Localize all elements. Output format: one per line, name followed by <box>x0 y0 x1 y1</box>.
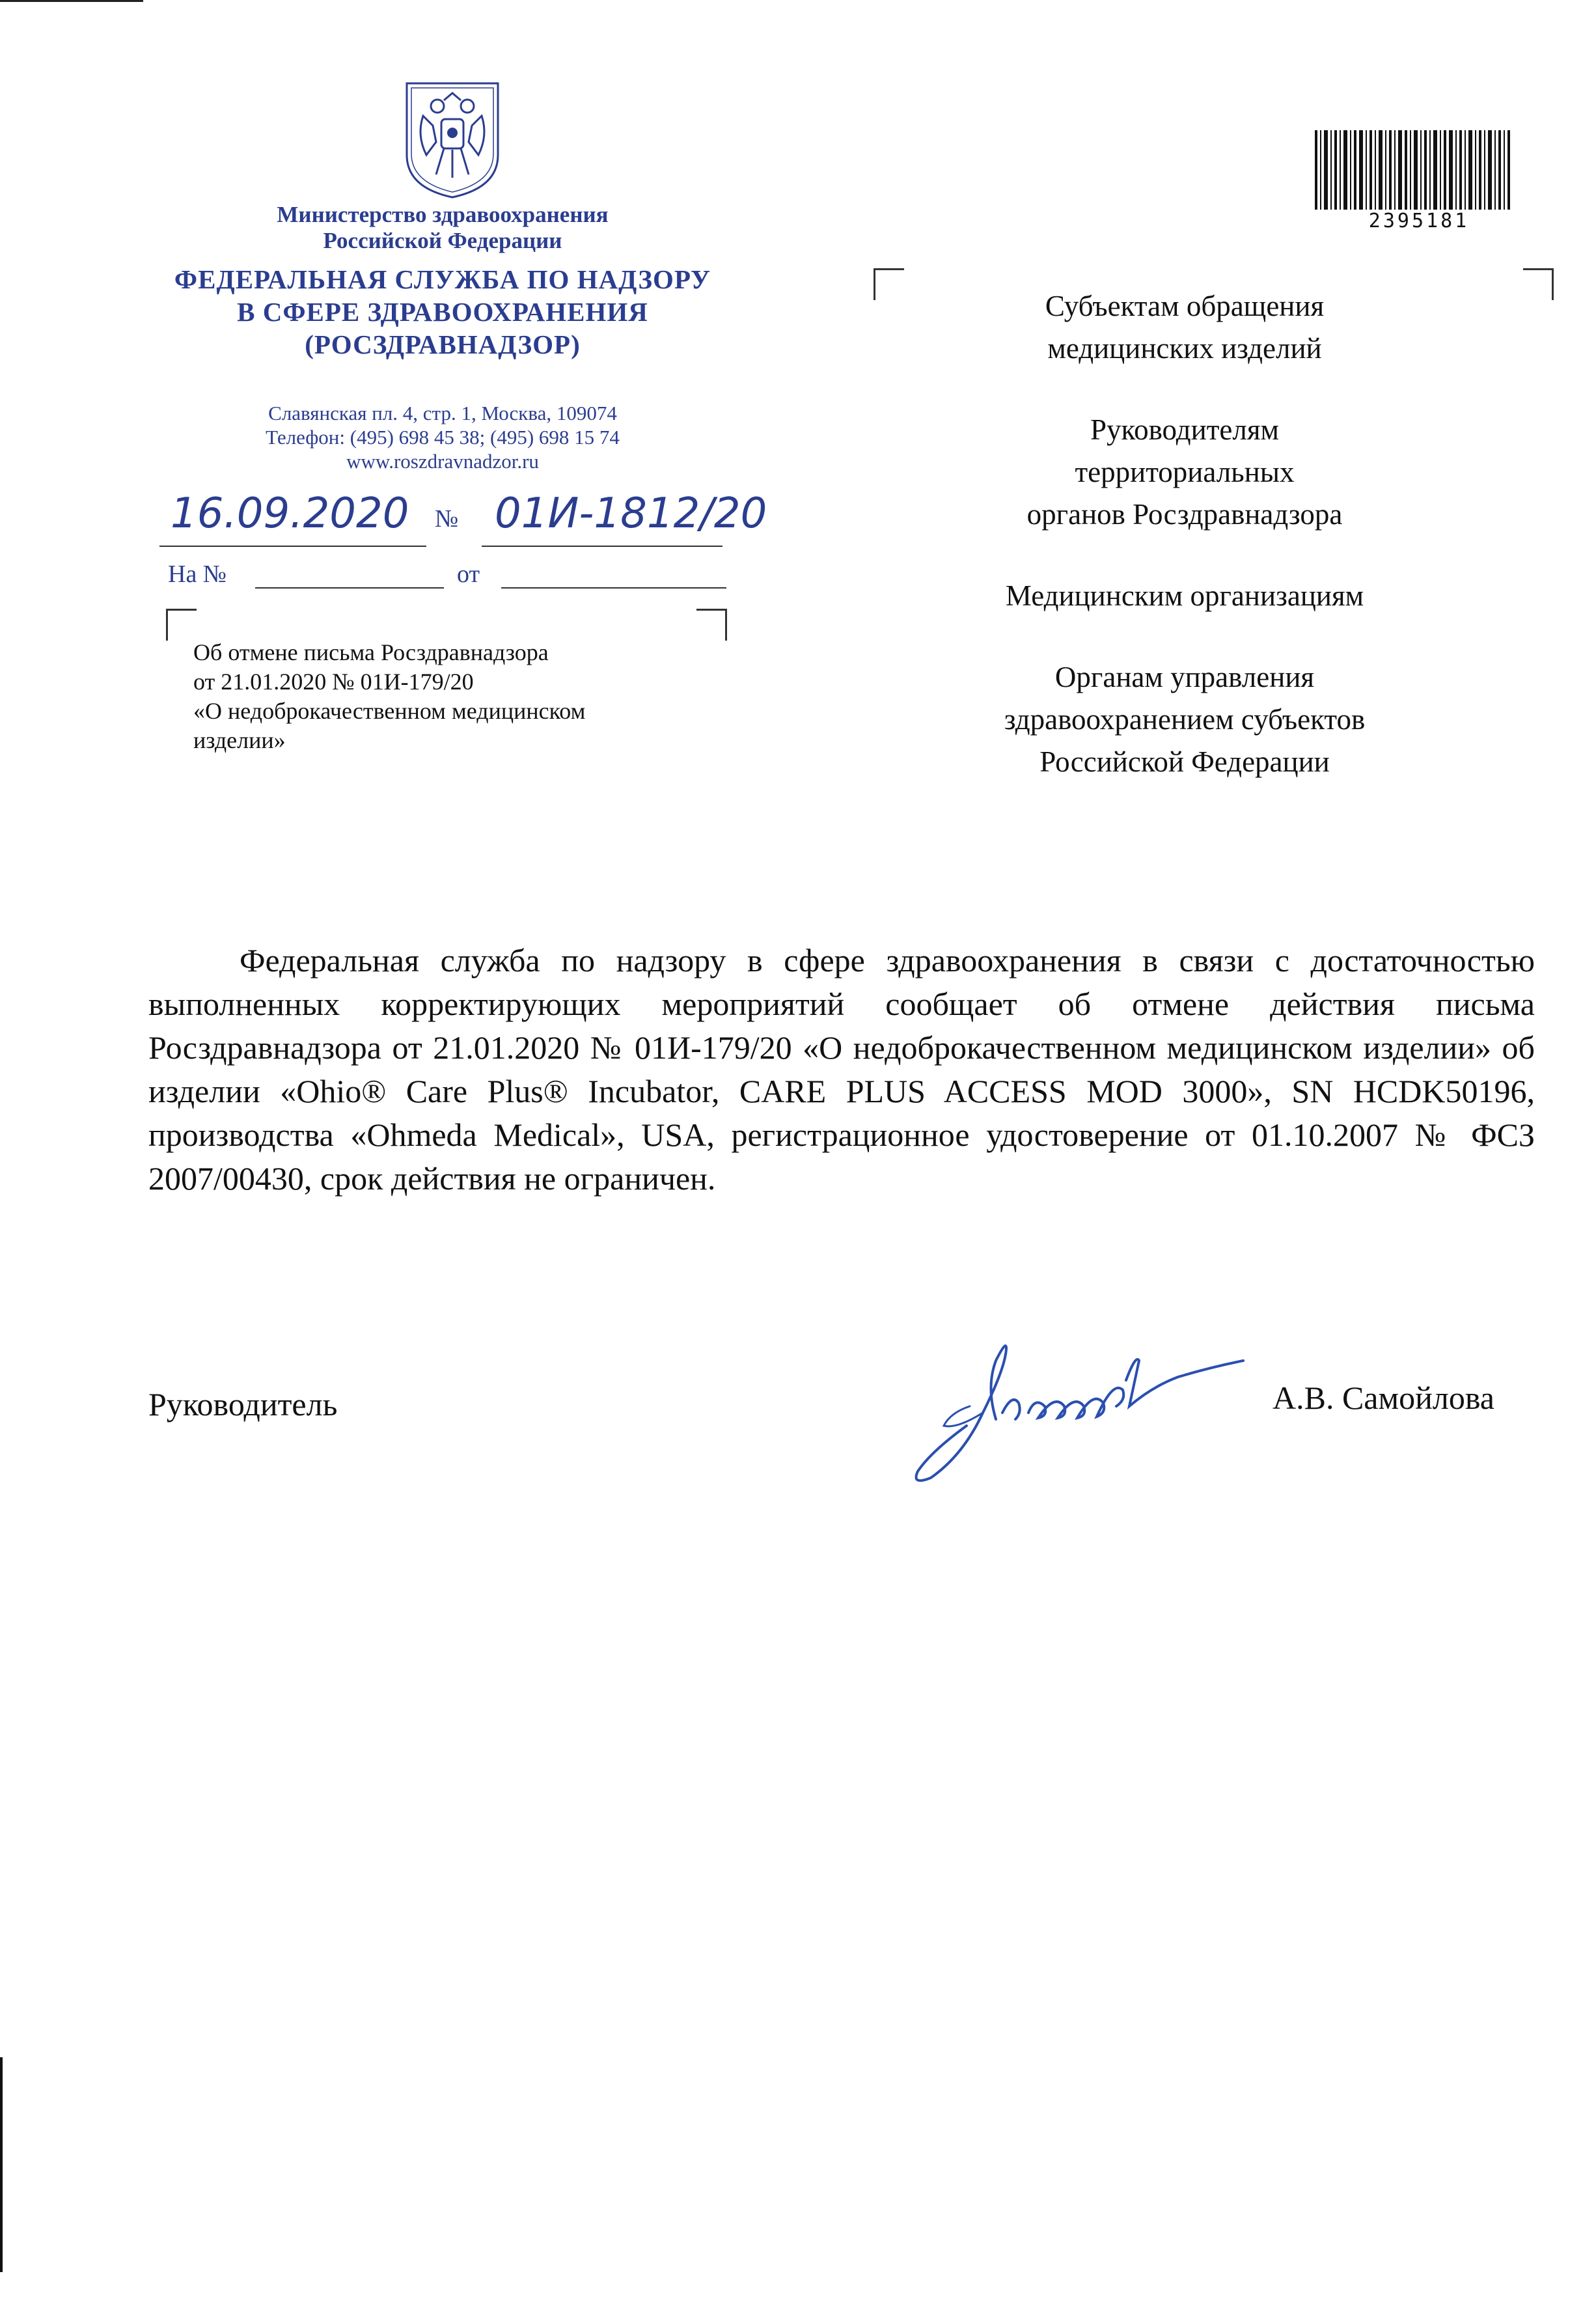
coat-of-arms-icon <box>397 77 508 201</box>
registration-date: 16.09.2020 <box>171 490 409 538</box>
letter-body <box>148 939 1535 1201</box>
subject-line-3: «О недоброкачественном медицинском <box>193 698 586 724</box>
recipient-3 <box>937 575 1432 617</box>
reply-number-label: На № <box>168 561 227 588</box>
scan-edge-top <box>0 0 143 2</box>
recipient-bracket-left <box>874 268 904 300</box>
ministry-name <box>195 202 690 254</box>
recipient-2-line-1: Руководителям <box>1090 413 1279 446</box>
service-name <box>130 263 755 361</box>
reply-date-label: от <box>457 561 480 588</box>
recipient-bracket-right <box>1523 268 1554 300</box>
service-line-2: В СФЕРЕ ЗДРАВООХРАНЕНИЯ <box>237 297 648 327</box>
recipient-3-line-1: Медицинским организациям <box>1005 579 1364 612</box>
registration-number: 01И-1812/20 <box>495 490 767 538</box>
barcode-number: 2395181 <box>1368 210 1470 232</box>
ministry-line-1: Министерство здравоохранения <box>277 202 609 227</box>
contact-block <box>163 401 722 473</box>
service-line-1: ФЕДЕРАЛЬНАЯ СЛУЖБА ПО НАДЗОРУ <box>174 264 711 294</box>
subject-line-4: изделии» <box>193 727 286 753</box>
recipients-block <box>937 285 1432 822</box>
body-paragraph: Федеральная служба по надзору в сфере здравоохранения в связи с достаточностью выполненных корректирующих мероприятий сообщает об отмене действия письма Росздравнадзора от 21.01.2020 № 01И-179/20 «О недоброкачественном медицинском изделии» об изделии «Ohio® Care Plus® Incubator, CARE PLUS ACCESS MOD 3000», SN HCDK50196, производства «Ohmeda Medical», USA, регистрационное удостоверение от 01.10.2007 № ФСЗ 2007/00430, срок действия не ограничен. <box>148 942 1535 1197</box>
signatory-position: Руководитель <box>148 1386 338 1423</box>
recipient-1 <box>937 285 1432 370</box>
date-underline <box>159 546 426 547</box>
address: Славянская пл. 4, стр. 1, Москва, 109074 <box>268 402 617 424</box>
recipient-1-line-1: Субъектам обращения <box>1045 290 1325 322</box>
number-underline <box>482 546 722 547</box>
service-line-3: (РОСЗДРАВНАДЗОР) <box>305 329 581 359</box>
recipient-2 <box>937 409 1432 536</box>
recipient-2-line-2: территориальных <box>1075 456 1295 488</box>
subject-line-2: от 21.01.2020 № 01И-179/20 <box>193 669 474 695</box>
handwritten-signature <box>905 1315 1295 1484</box>
scan-edge-left <box>0 2057 3 2272</box>
subject-bracket-right <box>696 609 727 641</box>
barcode <box>1315 130 1510 210</box>
website: www.roszdravnadzor.ru <box>346 450 539 473</box>
recipient-4-line-1: Органам управления <box>1054 661 1315 693</box>
registration-number-label: № <box>435 505 459 533</box>
reply-number-field <box>255 587 444 589</box>
reply-date-field <box>501 587 726 589</box>
signatory-name: А.В. Самойлова <box>1273 1380 1494 1416</box>
recipient-4 <box>937 656 1432 783</box>
subject-bracket-left <box>166 609 197 641</box>
subject-line-1: Об отмене письма Росздравнадзора <box>193 639 549 665</box>
recipient-1-line-2: медицинских изделий <box>1047 332 1322 365</box>
phone: Телефон: (495) 698 45 38; (495) 698 15 74 <box>266 426 620 449</box>
ministry-line-2: Российской Федерации <box>323 228 562 253</box>
recipient-2-line-3: органов Росздравнадзора <box>1026 498 1343 531</box>
recipient-4-line-3: Российской Федерации <box>1039 745 1330 778</box>
subject <box>193 638 714 755</box>
recipient-4-line-2: здравоохранением субъектов <box>1004 703 1366 736</box>
